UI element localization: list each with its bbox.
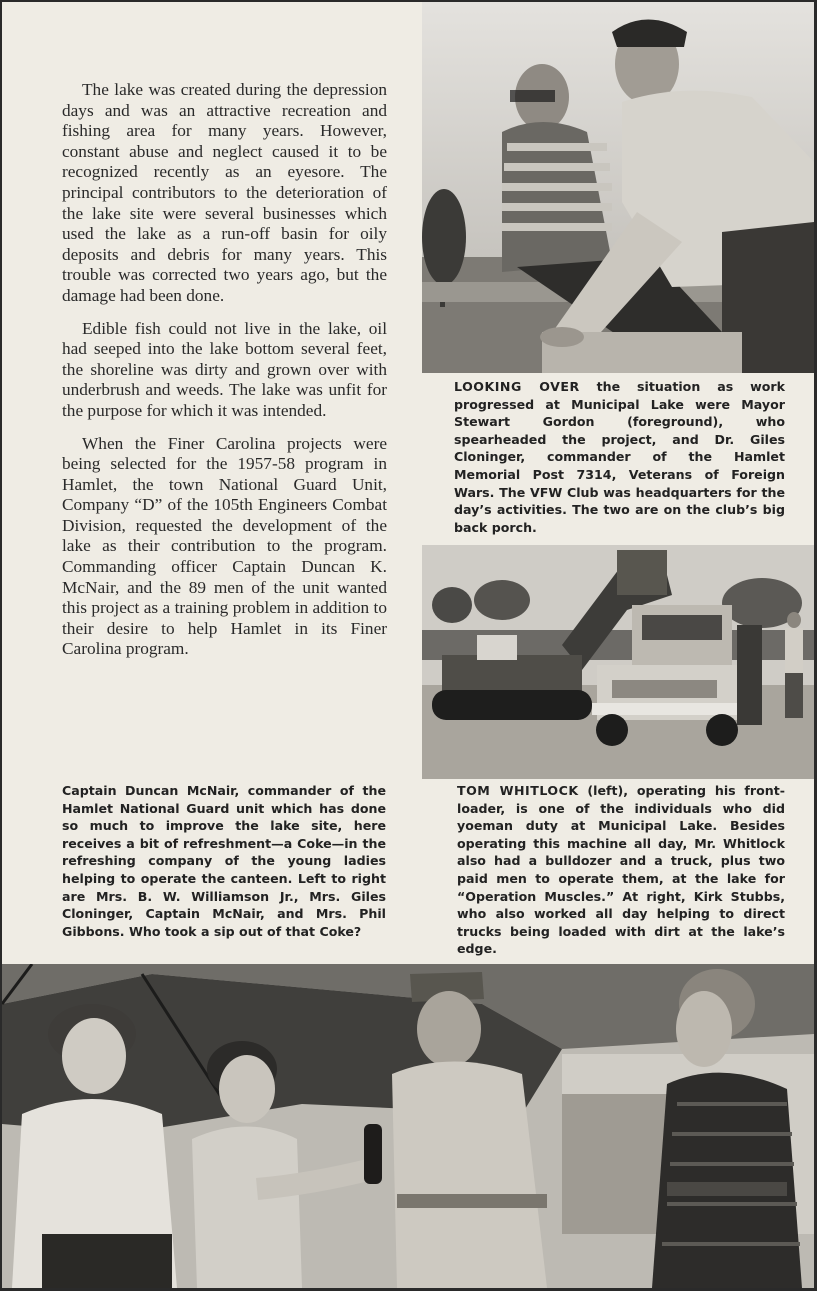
caption-body: Captain Duncan McNair, commander of the Hamlet National Guard unit which has done so much to improve the lake site, here receives a bit of refreshment—a Coke—in the refreshing company of the young ladies helping to operate the canteen. Left to right are Mrs. B. W. Williamson Jr., Mrs. Giles Cloninger, Captain McNair, and Mrs. Phil Gibbons. Who took a sip out of that Coke? — [62, 783, 386, 939]
photo-men-looking-over — [422, 2, 814, 373]
caption-looking-over — [454, 378, 785, 536]
magazine-page — [2, 2, 814, 1288]
caption-lead: TOM WHITLOCK — [457, 783, 579, 798]
article-text — [62, 80, 387, 672]
photo-truck-loader — [422, 545, 814, 779]
article-paragraph: Edible fish could not live in the lake, oil had seeped into the lake bottom several feet, the shoreline was dirty and grown over with underbrush and weeds. The lake was unfit for the purpose for which it was intended. — [62, 318, 387, 420]
caption-tom-whitlock — [457, 782, 785, 958]
article-paragraph: When the Finer Carolina projects were being selected for the 1957-58 program in Hamlet, the town National Guard Unit, Company “D” of the 105th Engineers Combat Division, requested the development of the lake as their contribution to the program. Commanding officer Captain Duncan K. McNair, and the 89 men of the unit wanted this project as a training problem in addition to their desire to help Hamlet in its Finer Carolina program. — [62, 433, 387, 659]
photo-canteen-group — [2, 964, 814, 1288]
caption-lead: LOOKING OVER — [454, 379, 580, 394]
article-paragraph: The lake was created during the depression days and was an attractive recreation and fishing area for many years. However, constant abuse and neglect caused it to be recognized recently as an eyesore. The principal contributors to the deterioration of the lake site were several businesses which used the lake as a run-off basin for oily deposits and debris for many years. This trouble was corrected two years ago, but the damage had been done. — [62, 80, 387, 305]
caption-body: the situation as work progressed at Municipal Lake were Mayor Stewart Gordon (foreground), who spearheaded the project, and Dr. Giles Cloninger, commander of the Hamlet Memorial Post 7314, Veterans of Foreign Wars. The VFW Club was headquarters for the day’s activities. The two are on the club’s big back porch. — [454, 379, 786, 535]
caption-mcnair — [62, 782, 386, 940]
caption-body: (left), operating his front-loader, is one of the individuals who did yoeman duty at Municipal Lake. Besides operating this machine all day, Mr. Whitlock also had a bulldozer and a truck, plus two paid men to operate them, at the lake for “Operation Muscles.” At right, Kirk Stubbs, who also worked all day helping to direct trucks being loaded with dirt at the lake’s edge. — [457, 783, 785, 957]
